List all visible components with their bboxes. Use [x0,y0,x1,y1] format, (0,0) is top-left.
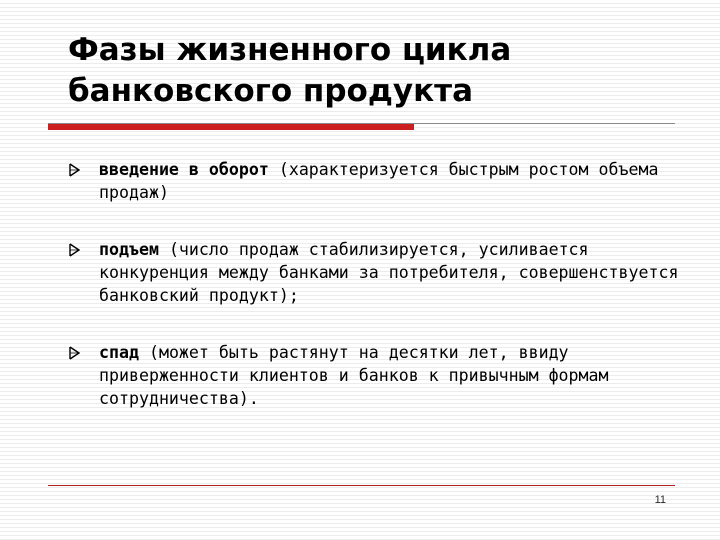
slide-title [68,30,668,112]
arrow-right-bullet-icon [66,158,82,181]
bullet-item-decline [66,341,696,410]
bullet-term: подъем [99,240,159,259]
slide-title-line-1: Фазы жизненного цикла [68,32,512,68]
arrow-right-bullet-icon [66,341,82,364]
arrow-right-bullet-icon [66,238,82,261]
bullet-list [66,158,696,410]
bullet-text: (характеризуется быстрым ростом объема продаж) [99,160,659,202]
bullet-text: (может быть растянут на десятки лет, ввиду приверженности клиентов и банков к привычным формам сотрудничества). [99,343,609,408]
bullet-text: (число продаж стабилизируется, усиливается конкуренция между банками за потребителя, совершенствуется банковский продукт); [99,240,679,305]
title-accent-bar [48,124,414,130]
bullet-term: введение в оборот [99,160,269,179]
footer-divider-line [48,485,675,486]
bullet-item-introduction [66,158,696,204]
page-number: 11 [654,494,666,506]
slide-title-line-2: банковского продукта [68,73,474,109]
bullet-term: спад [99,343,139,362]
bullet-item-growth [66,238,696,307]
